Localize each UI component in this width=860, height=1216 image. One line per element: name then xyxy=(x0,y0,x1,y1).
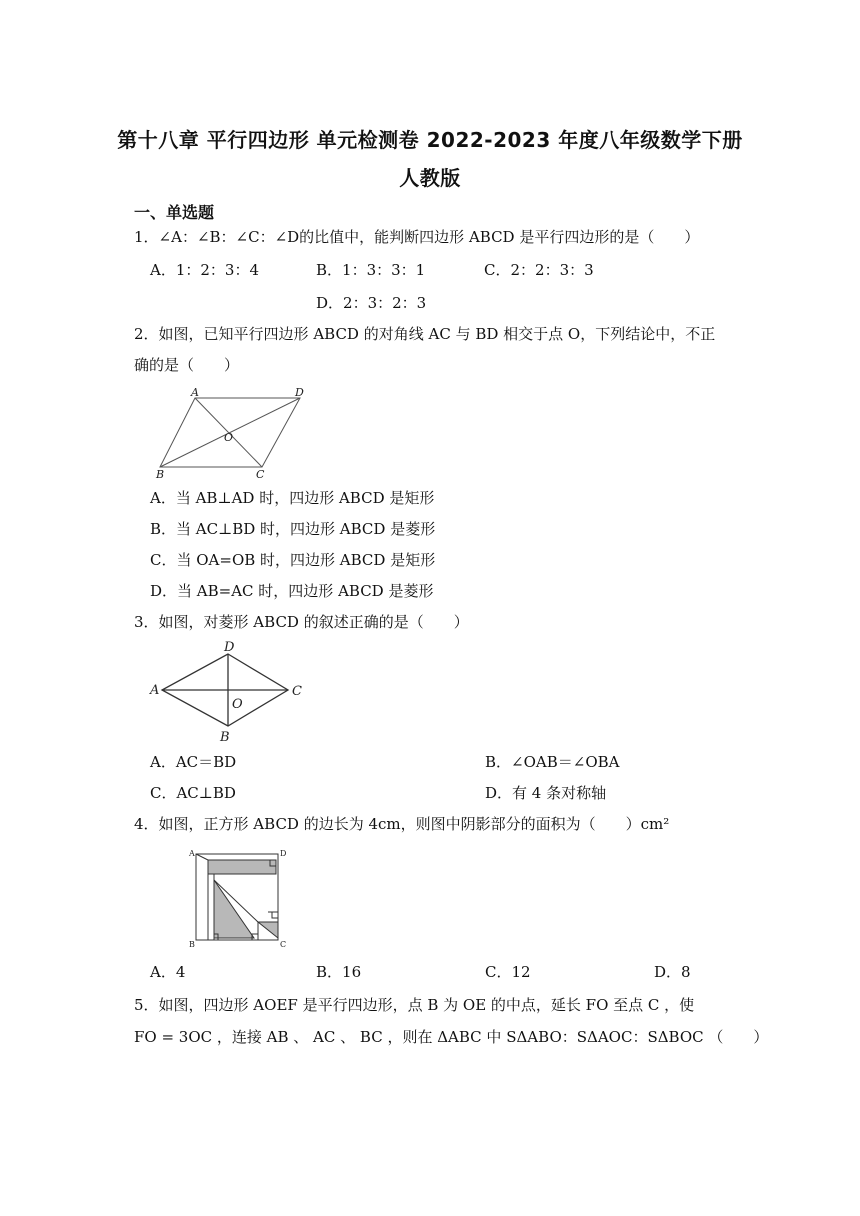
q4-option-c[interactable]: C．12 xyxy=(485,963,531,981)
question-1-stem: 1．∠A：∠B：∠C：∠D的比值中，能判断四边形 ABCD 是平行四边形的是（ ） xyxy=(134,228,700,246)
q2-label-a: A xyxy=(191,386,199,399)
q2-label-d: D xyxy=(295,386,304,399)
q3-option-c[interactable]: C．AC⊥BD xyxy=(150,784,236,802)
q3-option-d[interactable]: D．有 4 条对称轴 xyxy=(485,784,607,802)
section-heading: 一、单选题 xyxy=(134,203,215,222)
question-2-stem-line2: 确的是（ ） xyxy=(134,356,240,374)
q2-option-a[interactable]: A．当 AB⊥AD 时，四边形 ABCD 是矩形 xyxy=(150,489,435,507)
page-title: 第十八章 平行四边形 单元检测卷 2022-2023 年度八年级数学下册 xyxy=(117,128,743,152)
q4-option-b[interactable]: B．16 xyxy=(316,963,362,981)
q4-label-d: D xyxy=(280,849,287,858)
q3-label-d: D xyxy=(224,640,235,655)
q3-label-b: B xyxy=(220,730,230,745)
q1-option-c[interactable]: C．2：2：3：3 xyxy=(484,261,594,279)
q1-option-b[interactable]: B．1：3：3：1 xyxy=(316,261,426,279)
q4-option-d[interactable]: D．8 xyxy=(654,963,691,981)
q3-label-c: C xyxy=(292,684,302,699)
q2-option-b[interactable]: B．当 AC⊥BD 时，四边形 ABCD 是菱形 xyxy=(150,520,436,538)
question-4-stem: 4．如图，正方形 ABCD 的边长为 4cm，则图中阴影部分的面积为（ ）cm² xyxy=(134,815,670,833)
question-3-stem: 3．如图，对菱形 ABCD 的叙述正确的是（ ） xyxy=(134,613,469,631)
q4-label-c: C xyxy=(280,940,287,949)
q2-label-c: C xyxy=(256,468,265,480)
q2-label-b: B xyxy=(156,468,165,480)
q4-label-a: A xyxy=(189,849,195,858)
q4-square-figure xyxy=(186,846,290,950)
q3-option-b[interactable]: B．∠OAB＝∠OBA xyxy=(485,753,620,771)
q1-option-a[interactable]: A．1：2：3：4 xyxy=(150,261,260,279)
q2-label-o: O xyxy=(224,431,234,444)
q3-option-a[interactable]: A．AC＝BD xyxy=(150,753,237,771)
q4-option-a[interactable]: A．4 xyxy=(150,963,186,981)
q4-label-b: B xyxy=(189,940,195,949)
q1-option-d[interactable]: D．2：3：2：3 xyxy=(316,294,427,312)
q2-option-c[interactable]: C．当 OA=OB 时，四边形 ABCD 是矩形 xyxy=(150,551,436,569)
q2-option-d[interactable]: D．当 AB=AC 时，四边形 ABCD 是菱形 xyxy=(150,582,434,600)
q3-label-a: A xyxy=(150,683,160,698)
question-5-stem-line2: FO = 3OC ，连接 AB 、 AC 、 BC ，则在 ΔABC 中 SΔABO：SΔAOC：SΔBOC （ ） xyxy=(134,1028,769,1046)
question-2-stem-line1: 2．如图，已知平行四边形 ABCD 的对角线 AC 与 BD 相交于点 O，下列结论中，不正 xyxy=(134,325,716,343)
question-5-stem-line1: 5．如图，四边形 AOEF 是平行四边形，点 B 为 OE 的中点，延长 FO 至点 C ，使 xyxy=(134,996,695,1014)
q2-parallelogram-figure xyxy=(150,385,310,480)
q3-rhombus-figure xyxy=(148,638,308,746)
page-subtitle: 人教版 xyxy=(399,166,461,190)
q3-label-o: O xyxy=(232,697,243,712)
